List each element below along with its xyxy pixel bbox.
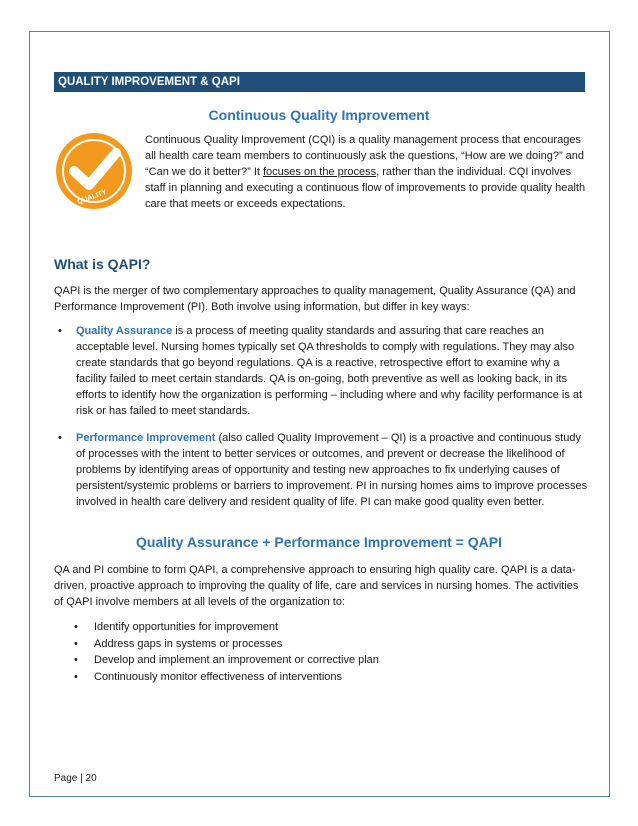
term-performance-improvement: Performance Improvement [76,432,216,444]
quality-check-badge-icon [54,131,134,211]
cqi-title: Continuous Quality Improvement [208,107,430,123]
qapi-intro: QAPI is the merger of two complementary approaches to quality management, Quality Assurance (QA) and Performance Improvement (PI). Both involve using information, but differ in key ways: [54,285,576,313]
cqi-text-underlined: focuses on the process [263,166,377,178]
bullet-icon: • [58,432,62,444]
list-item-text: Develop and implement an improvement or corrective plan [94,654,379,666]
cqi-description [145,132,590,212]
page-number: Page | 20 [54,773,97,784]
bullet-icon: • [74,621,78,633]
list-item [54,430,590,510]
bullet-icon: • [74,670,78,683]
bullet-text: (also called Quality Improvement – QI) is a proactive and continuous study of processes with the intent to better services or outcomes, and prevent or decrease the likelihood of problems by identifying areas of opportunity and testing new approaches to fix underlying causes of persistent/systemic problems or barriers to improvement. PI in nursing homes aims to improve processes involved in health care delivery and resident quality of life. PI can make good quality even better. [76,432,588,508]
bullet-text: is a process of meeting quality standards and assuring that care reaches an acceptable level. Nursing homes typically set QA thresholds to comply with regulations. They may also create standards that go beyond regulations. QA is a reactive, retrospective effort to examine why a facility failed to meet certain standards. QA is on-going, both preventive as well as looking back, in its efforts to identify how the organization is performing – including where and why facility performance is at risk or has failed to meet standards. [76,325,583,417]
list-item [74,636,379,653]
cqi-text-part2: , rather than the individual. CQI involves staff in planning and executing a continuous flow of improvements to provide quality health care that meets or exceeds expectations. [145,166,586,210]
bullet-icon: • [74,654,78,666]
list-item-text: Address gaps in systems or processes [94,637,283,650]
term-quality-assurance: Quality Assurance [76,325,173,337]
list-item [74,619,379,636]
list-item [54,323,590,419]
bullet-icon: • [58,325,62,337]
badge-label: QUALITY [76,188,108,207]
list-item [74,669,379,686]
list-item [74,652,379,669]
list-item-text: Identify opportunities for improvement [94,621,279,633]
equation-paragraph: QA and PI combine to form QAPI, a comprehensive approach to ensuring high quality care. QAPI is a data-driven, proactive approach to improving the quality of life, care and services in nursing homes. The activities of QAPI involve members at all levels of the organization to: [54,564,579,608]
list-item-text: Continuously monitor effectiveness of interventions [94,670,343,683]
equation-heading: Quality Assurance + Performance Improvement = QAPI [136,534,502,550]
cqi-text-part1: Continuous Quality Improvement (CQI) is a quality management process that encourages all health care team members to continuously ask the questions, “How are we doing?” and “Can we do it better?” It [145,134,585,178]
activities-list [74,619,379,685]
bullet-icon: • [74,637,78,650]
section-banner: QUALITY IMPROVEMENT & QAPI [54,72,585,92]
qapi-heading: What is QAPI? [54,256,151,272]
